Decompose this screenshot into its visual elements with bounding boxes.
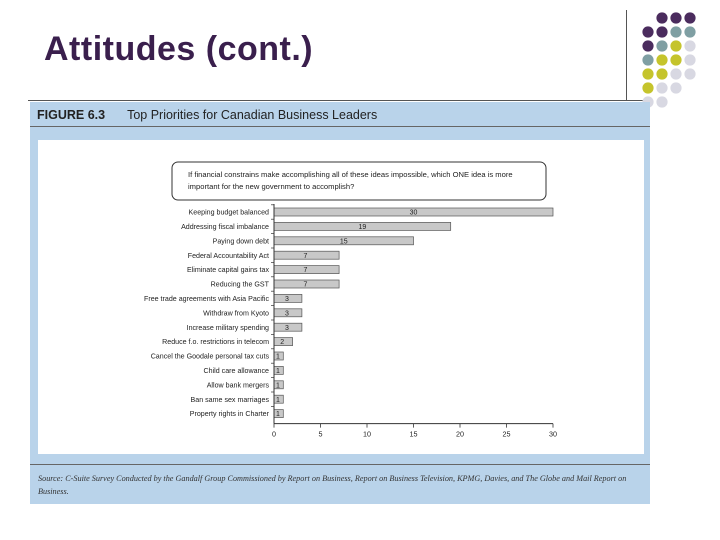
data-label: 3 bbox=[284, 310, 289, 318]
x-tick-label: 15 bbox=[409, 429, 418, 439]
bar-chart bbox=[38, 140, 644, 454]
title-underline-rule bbox=[28, 100, 650, 101]
data-label: 1 bbox=[276, 411, 280, 419]
decorative-dot bbox=[642, 68, 653, 79]
decorative-dot bbox=[642, 54, 653, 65]
chart-question: If financial constrains make accomplishing all of these ideas impossible, which ONE idea is more important for the new government to accomplish? bbox=[188, 170, 513, 191]
decorative-dot bbox=[656, 82, 667, 93]
decorative-dot bbox=[656, 96, 667, 107]
decorative-dot bbox=[670, 26, 681, 37]
decorative-dot bbox=[670, 54, 681, 65]
data-label: 7 bbox=[303, 252, 308, 260]
data-label: 30 bbox=[409, 209, 418, 217]
category-label: Reduce f.o. restrictions in telecom bbox=[162, 338, 269, 347]
category-label: Withdraw from Kyoto bbox=[203, 309, 269, 318]
decorative-dot bbox=[684, 68, 695, 79]
x-tick-label: 0 bbox=[272, 429, 276, 439]
category-label: Ban same sex marriages bbox=[190, 395, 269, 404]
data-label: 1 bbox=[276, 396, 280, 404]
decorative-dot bbox=[684, 26, 695, 37]
decorative-dot bbox=[656, 26, 667, 37]
decorative-dot bbox=[642, 82, 653, 93]
slide-title: Attitudes (cont.) bbox=[44, 30, 314, 68]
category-label: Child care allowance bbox=[203, 367, 269, 375]
decorative-dot bbox=[684, 12, 695, 23]
figure-label: FIGURE 6.3 bbox=[37, 108, 106, 122]
x-tick-label: 30 bbox=[549, 429, 557, 439]
figure-heading bbox=[37, 108, 377, 122]
figure-heading-rule bbox=[30, 126, 650, 127]
category-label: Allow bank mergers bbox=[206, 381, 269, 390]
decorative-dot bbox=[684, 40, 695, 51]
corner-vertical-rule bbox=[626, 10, 627, 100]
x-tick-label: 25 bbox=[502, 429, 511, 439]
x-tick-label: 5 bbox=[318, 429, 323, 439]
data-label: 1 bbox=[276, 368, 280, 375]
source-rule bbox=[30, 464, 650, 465]
data-label: 7 bbox=[303, 267, 308, 275]
figure-source: Source: C-Suite Survey Conducted by the Gandalf Group Commissioned by Report on Business, Report on Business Television, KPMG, Davies, and The Globe and Mail Report on Business. bbox=[38, 474, 627, 496]
data-label: 3 bbox=[284, 324, 289, 332]
decorative-dot bbox=[670, 68, 681, 79]
category-label: Addressing fiscal imbalance bbox=[181, 223, 269, 231]
decorative-dot bbox=[684, 54, 695, 65]
category-label: Reducing the GST bbox=[210, 280, 269, 289]
data-label: 2 bbox=[280, 339, 285, 347]
decorative-dot bbox=[656, 12, 667, 23]
decorative-dot bbox=[656, 54, 667, 65]
category-label: Increase military spending bbox=[186, 323, 269, 332]
category-label: Eliminate capital gains tax bbox=[186, 266, 269, 275]
category-label: Keeping budget balanced bbox=[188, 208, 269, 217]
data-label: 1 bbox=[276, 353, 280, 361]
figure-title: Top Priorities for Canadian Business Leaders bbox=[127, 108, 378, 122]
decorative-dot-grid bbox=[640, 10, 720, 122]
data-label: 15 bbox=[339, 238, 348, 246]
decorative-dot bbox=[642, 26, 653, 37]
category-label: Federal Accountability Act bbox=[187, 251, 269, 260]
category-label: Free trade agreements with Asia Pacific bbox=[144, 295, 269, 303]
x-tick-label: 10 bbox=[363, 429, 371, 439]
data-label: 7 bbox=[303, 281, 308, 289]
figure-panel bbox=[30, 102, 650, 504]
chart-area bbox=[38, 140, 644, 454]
question-box bbox=[172, 162, 546, 200]
decorative-dot bbox=[656, 40, 667, 51]
data-label: 19 bbox=[358, 224, 367, 231]
decorative-dot bbox=[670, 12, 681, 23]
category-label: Property rights in Charter bbox=[189, 410, 269, 419]
decorative-dot bbox=[656, 68, 667, 79]
data-label: 1 bbox=[276, 382, 280, 390]
decorative-dot bbox=[642, 40, 653, 51]
category-label: Paying down debt bbox=[212, 237, 269, 246]
data-label: 3 bbox=[284, 296, 289, 303]
decorative-dot bbox=[670, 40, 681, 51]
category-label: Cancel the Goodale personal tax cuts bbox=[150, 352, 269, 361]
decorative-dot bbox=[670, 82, 681, 93]
x-tick-label: 20 bbox=[456, 429, 464, 439]
